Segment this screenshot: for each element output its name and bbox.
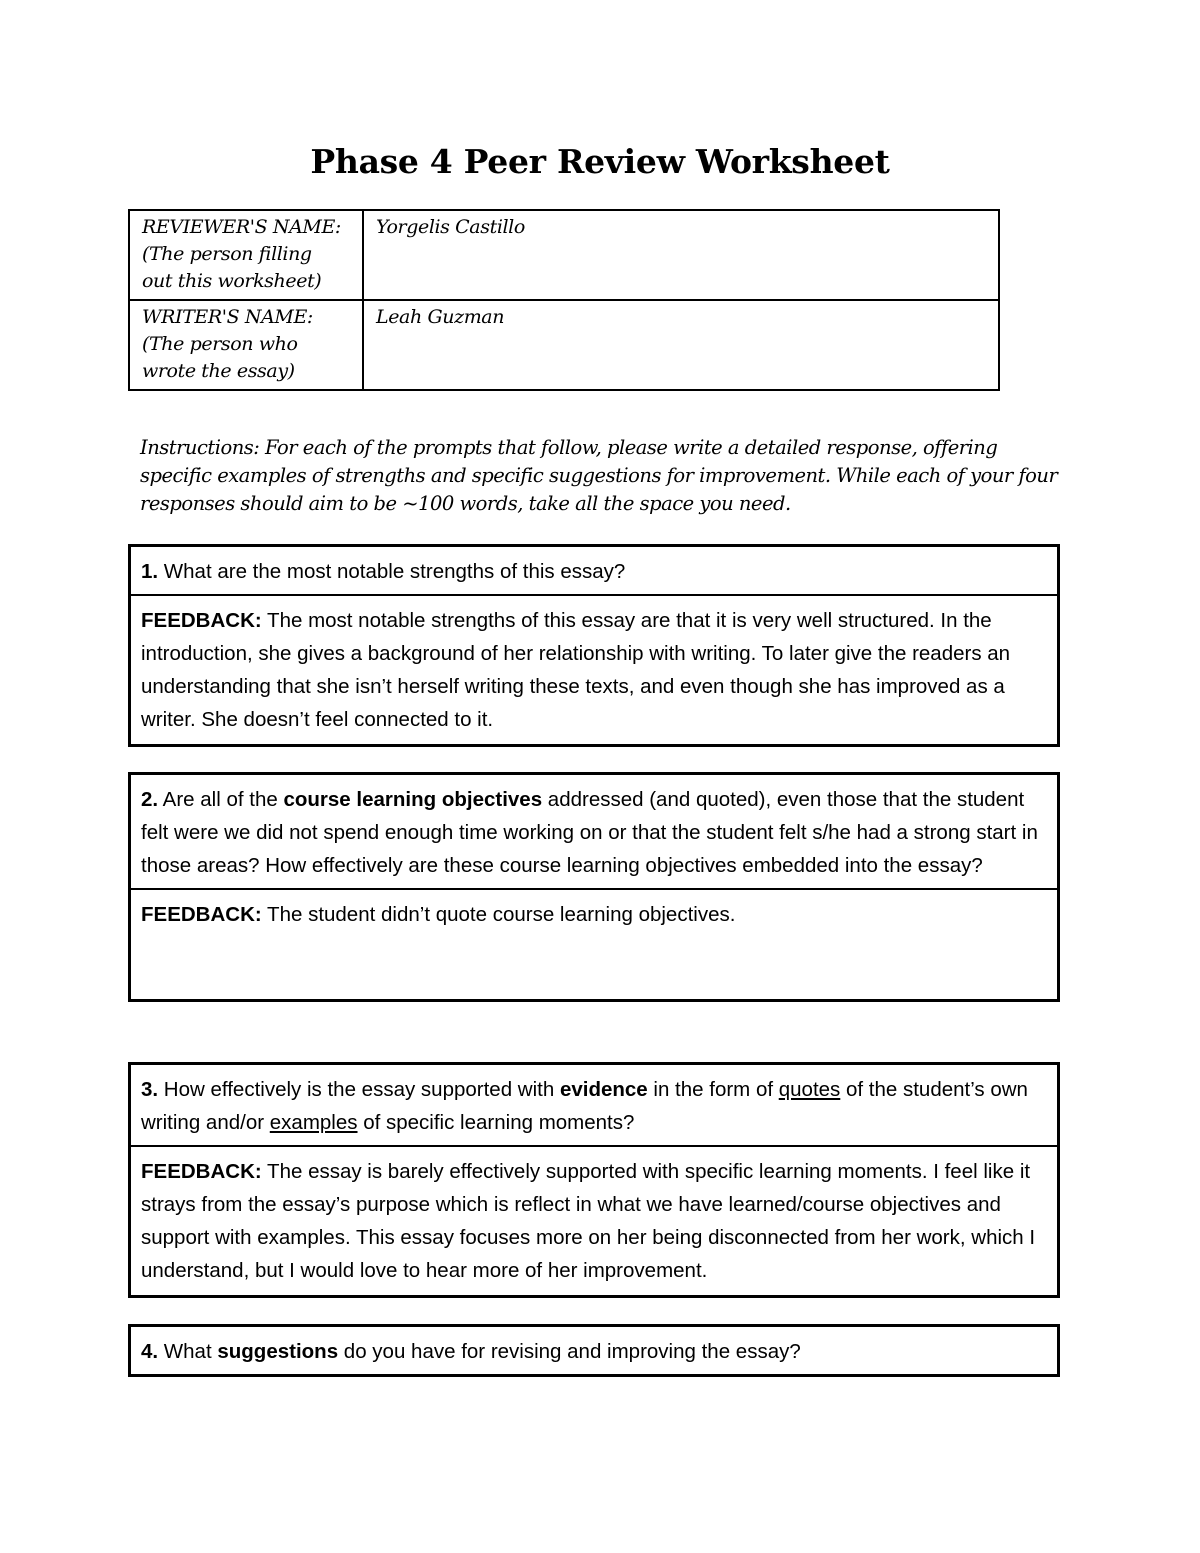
instructions: Instructions: For each of the prompts that follow, please write a detailed response, offering specific examples of strengths and specific suggestions for improvement. While each of your four responses should aim to be ~100 words, take all the space you need. <box>140 436 1058 515</box>
question-3 <box>131 1065 1057 1147</box>
question-text: Are all of the <box>158 788 284 811</box>
question-text: What are the most notable strengths of this essay? <box>158 560 626 583</box>
reviewer-label-line: out this worksheet) <box>142 270 322 292</box>
question-number: 1. <box>141 560 159 583</box>
question-2-box <box>128 772 1060 1002</box>
writer-label-line: wrote the essay) <box>142 360 295 382</box>
question-1-box <box>128 544 1060 747</box>
question-1 <box>131 547 1057 596</box>
question-2 <box>131 775 1057 890</box>
question-4-box <box>128 1324 1060 1377</box>
question-text: How effectively is the essay supported with <box>158 1078 560 1101</box>
reviewer-row <box>129 210 999 300</box>
question-3-box <box>128 1062 1060 1298</box>
question-underline: examples <box>269 1111 358 1134</box>
question-number: 2. <box>141 788 159 811</box>
question-emphasis: suggestions <box>217 1340 339 1363</box>
feedback-3[interactable] <box>131 1147 1057 1295</box>
names-table <box>128 209 1000 391</box>
writer-row <box>129 300 999 390</box>
writer-label-line: (The person who <box>142 333 298 355</box>
writer-label <box>129 300 363 390</box>
feedback-1[interactable] <box>131 596 1057 744</box>
feedback-2[interactable] <box>131 890 1057 999</box>
question-emphasis: course learning objectives <box>283 788 543 811</box>
question-text: addressed (and quoted), even those that the student felt were we did not spend enough time working on or that the student felt s/he had a strong start in those areas? How effectively are these course learning objectives embedded into the essay? <box>141 788 1038 877</box>
reviewer-label-line: REVIEWER'S NAME: <box>142 216 341 238</box>
feedback-text: The essay is barely effectively supported with specific learning moments. I feel like it strays from the essay’s purpose which is reflect in what we have learned/course objectives and support with examples. This essay focuses more on her being disconnected from her work, which I understand, but I would love to hear more of her improvement. <box>141 1160 1036 1282</box>
question-number: 4. <box>141 1340 159 1363</box>
reviewer-label <box>129 210 363 300</box>
writer-name[interactable]: Leah Guzman <box>363 300 999 390</box>
question-emphasis: evidence <box>559 1078 648 1101</box>
page-title: Phase 4 Peer Review Worksheet <box>310 142 890 181</box>
reviewer-name[interactable]: Yorgelis Castillo <box>363 210 999 300</box>
reviewer-label-line: (The person filling <box>142 243 312 265</box>
feedback-label: FEEDBACK: <box>141 1160 262 1183</box>
question-number: 3. <box>141 1078 159 1101</box>
feedback-label: FEEDBACK: <box>141 903 262 926</box>
question-text: of the student’s own writing and/or <box>141 1078 1028 1134</box>
writer-label-line: WRITER'S NAME: <box>142 306 313 328</box>
question-text: in the form of <box>647 1078 779 1101</box>
question-underline: quotes <box>778 1078 841 1101</box>
feedback-text: The most notable strengths of this essay are that it is very well structured. In the introduction, she gives a background of her relationship with writing. To later give the readers an understanding that she isn’t herself writing these texts, and even though she has improved as a writer. She doesn’t feel connected to it. <box>141 609 1011 731</box>
question-text: do you have for revising and improving the essay? <box>338 1340 801 1363</box>
feedback-label: FEEDBACK: <box>141 609 262 632</box>
question-4 <box>131 1327 1057 1374</box>
question-text: of specific learning moments? <box>357 1111 635 1134</box>
feedback-text: The student didn’t quote course learning objectives. <box>261 903 736 926</box>
question-text: What <box>158 1340 218 1363</box>
